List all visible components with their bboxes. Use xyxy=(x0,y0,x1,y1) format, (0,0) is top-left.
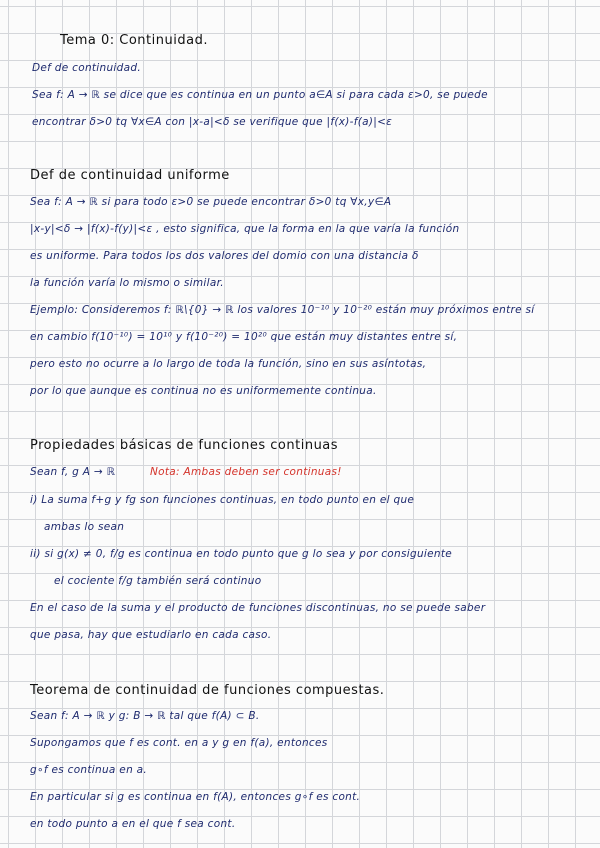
composite-theorem-heading: Teorema de continuidad de funciones compuestas. xyxy=(30,683,385,698)
text-line: Sea f: A → ℝ si para todo ε>0 se puede encontrar δ>0 tq ∀x,y∈A xyxy=(30,196,392,208)
text-line: el cociente f/g también será continuo xyxy=(54,575,262,587)
text-line: Sean f, g A → ℝ xyxy=(30,466,116,478)
text-line: ii) si g(x) ≠ 0, f/g es continua en todo punto que g lo sea y por consiguiente xyxy=(30,548,453,560)
text-line: ambas lo sean xyxy=(44,521,125,533)
note-text: Nota: Ambas deben ser continuas! xyxy=(150,466,342,478)
text-line: en cambio f(10⁻¹⁰) = 10¹⁰ y f(10⁻²⁰) = 10²⁰ que están muy distantes entre sí, xyxy=(30,331,458,343)
text-line: Sea f: A → ℝ se dice que es continua en un punto a∈A si para cada ε>0, se puede xyxy=(32,89,488,101)
text-line: Supongamos que f es cont. en a y g en f(a), entonces xyxy=(30,737,328,749)
page-title: Tema 0: Continuidad. xyxy=(60,33,208,48)
text-line: Sean f: A → ℝ y g: B → ℝ tal que f(A) ⊂ B. xyxy=(30,710,260,722)
text-line: que pasa, hay que estudiarlo en cada caso. xyxy=(30,629,272,641)
text-line: |x-y|<δ → |f(x)-f(y)|<ε , esto significa, que la forma en la que varía la función xyxy=(30,223,460,235)
continuity-definition-heading: Def de continuidad. xyxy=(32,62,141,74)
properties-heading: Propiedades básicas de funciones continuas xyxy=(30,438,339,453)
text-line: En el caso de la suma y el producto de funciones discontinuas, no se puede saber xyxy=(30,602,486,614)
text-line: i) La suma f+g y fg son funciones continuas, en todo punto en el que xyxy=(30,494,415,506)
text-line: En particular si g es continua en f(A), entonces g∘f es cont. xyxy=(30,791,361,803)
text-line: pero esto no ocurre a lo largo de toda la función, sino en sus asíntotas, xyxy=(30,358,427,370)
text-line: encontrar δ>0 tq ∀x∈A con |x-a|<δ se verifique que |f(x)-f(a)|<ε xyxy=(32,116,393,128)
text-line: en todo punto a en el que f sea cont. xyxy=(30,818,236,830)
text-line: Ejemplo: Consideremos f: ℝ\{0} → ℝ los valores 10⁻¹⁰ y 10⁻²⁰ están muy próximos entre sí xyxy=(30,304,535,316)
text-line: por lo que aunque es continua no es uniformemente continua. xyxy=(30,385,377,397)
text-line: g∘f es continua en a. xyxy=(30,764,148,776)
uniform-continuity-heading: Def de continuidad uniforme xyxy=(30,168,230,183)
text-line: es uniforme. Para todos los dos valores del domio con una distancia δ xyxy=(30,250,419,262)
text-line: la función varía lo mismo o similar. xyxy=(30,277,224,289)
